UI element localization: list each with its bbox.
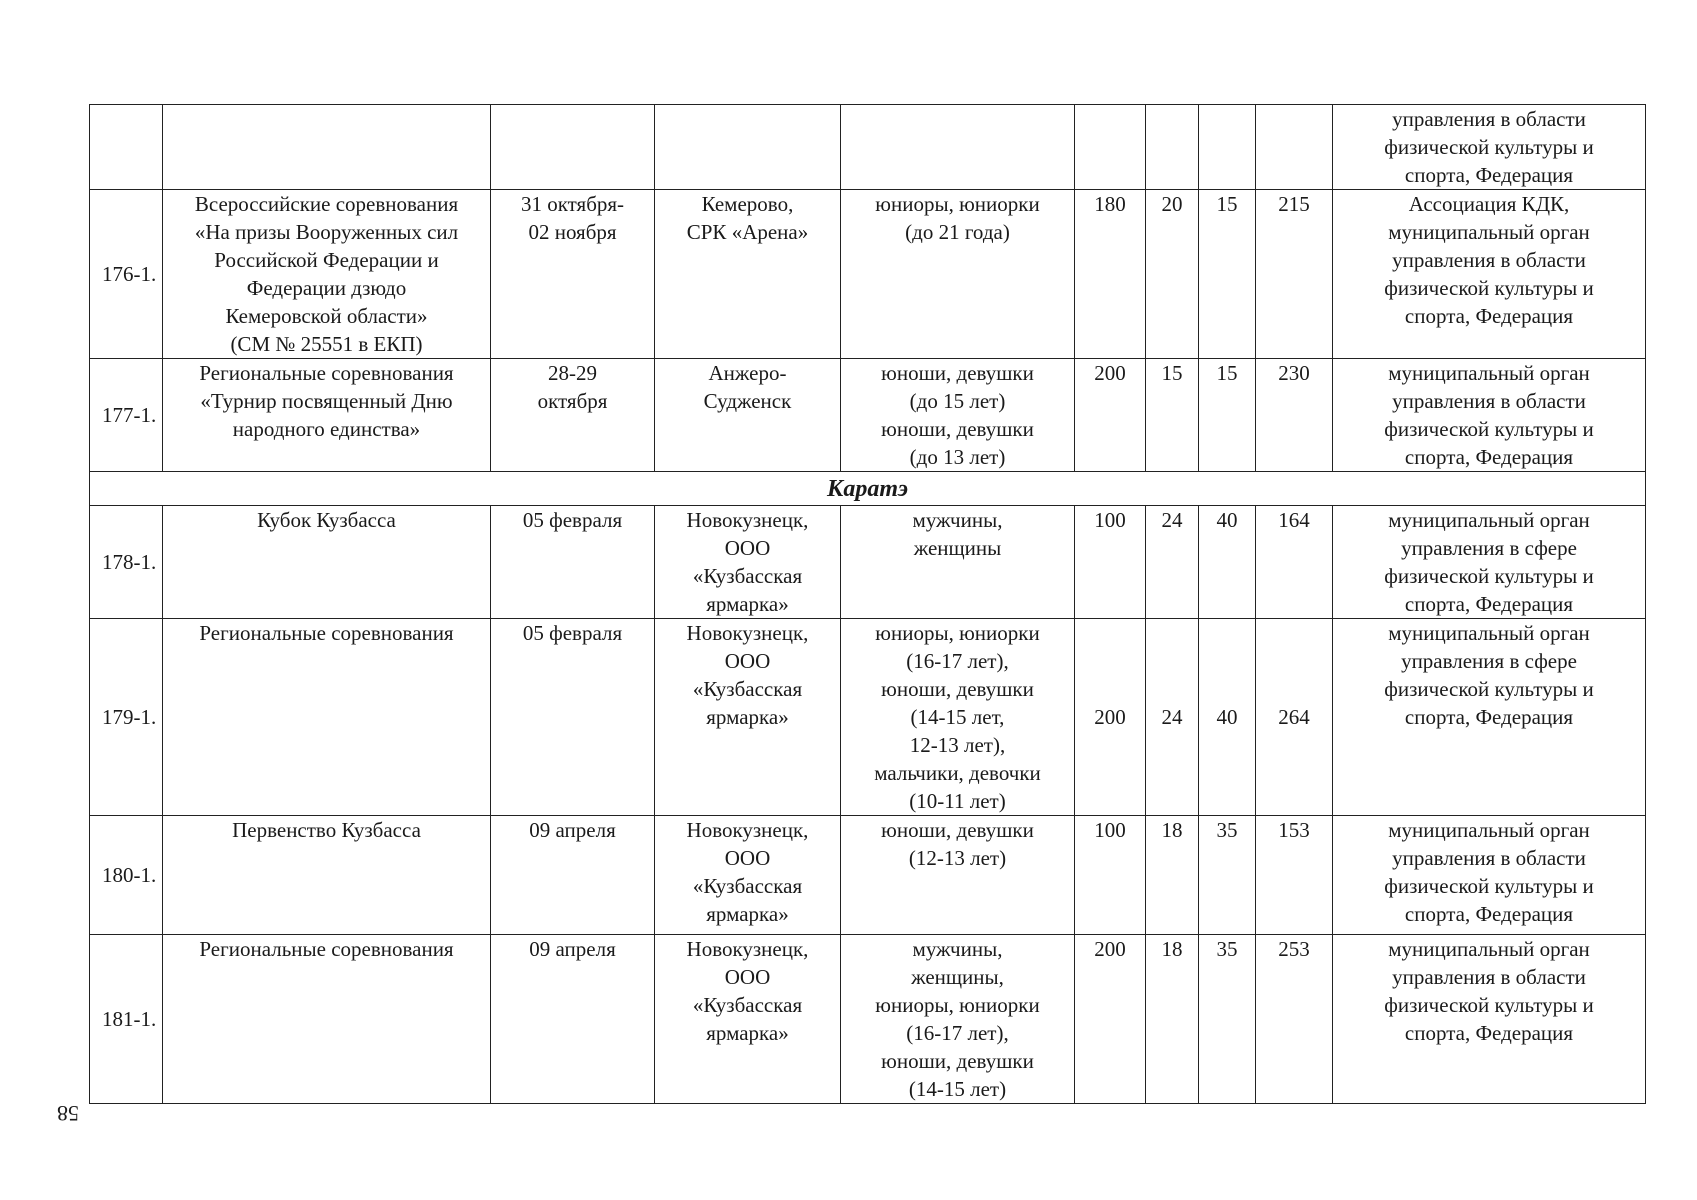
cell-total: 253 — [1256, 935, 1333, 1104]
cell-organizer: муниципальный орган управления в области физической культуры и спорта, Федерация — [1333, 359, 1646, 472]
cell-name — [163, 105, 491, 190]
cell-count-2: 24 — [1146, 619, 1199, 816]
cell-place: Новокузнецк, ООО «Кузбасская ярмарка» — [655, 935, 841, 1104]
cell-count-3: 40 — [1199, 506, 1256, 619]
table-row — [90, 619, 1646, 816]
cell-count-3 — [1199, 105, 1256, 190]
cell-count-3: 35 — [1199, 816, 1256, 935]
cell-count-3: 15 — [1199, 359, 1256, 472]
cell-total — [1256, 105, 1333, 190]
cell-participants — [841, 105, 1075, 190]
cell-name: Региональные соревнования — [163, 619, 491, 816]
cell-total: 215 — [1256, 190, 1333, 359]
cell-count-1: 200 — [1075, 935, 1146, 1104]
cell-count-2: 18 — [1146, 816, 1199, 935]
cell-count-2: 15 — [1146, 359, 1199, 472]
cell-number: 178-1. — [90, 506, 163, 619]
cell-count-1: 100 — [1075, 506, 1146, 619]
table-row — [90, 190, 1646, 359]
page-number: 58 — [57, 1101, 79, 1126]
cell-participants: юниоры, юниорки (до 21 года) — [841, 190, 1075, 359]
cell-number — [90, 105, 163, 190]
cell-participants: мужчины, женщины, юниоры, юниорки (16-17 лет), юноши, девушки (14-15 лет) — [841, 935, 1075, 1104]
cell-count-1: 200 — [1075, 619, 1146, 816]
section-title: Каратэ — [90, 472, 1646, 506]
cell-organizer: муниципальный орган управления в области физической культуры и спорта, Федерация — [1333, 935, 1646, 1104]
cell-place: Анжеро- Судженск — [655, 359, 841, 472]
cell-organizer: управления в области физической культуры и спорта, Федерация — [1333, 105, 1646, 190]
cell-date: 31 октября- 02 ноября — [491, 190, 655, 359]
cell-count-1: 180 — [1075, 190, 1146, 359]
continuation-row — [90, 105, 1646, 190]
cell-count-1: 200 — [1075, 359, 1146, 472]
cell-date — [491, 105, 655, 190]
cell-number: 177-1. — [90, 359, 163, 472]
cell-number: 176-1. — [90, 190, 163, 359]
cell-count-3: 40 — [1199, 619, 1256, 816]
cell-number: 180-1. — [90, 816, 163, 935]
cell-count-2 — [1146, 105, 1199, 190]
table-row — [90, 935, 1646, 1104]
cell-name: Региональные соревнования «Турнир посвященный Дню народного единства» — [163, 359, 491, 472]
cell-name: Региональные соревнования — [163, 935, 491, 1104]
cell-name: Кубок Кузбасса — [163, 506, 491, 619]
table-row — [90, 506, 1646, 619]
cell-count-2: 20 — [1146, 190, 1199, 359]
cell-place — [655, 105, 841, 190]
cell-date: 28-29 октября — [491, 359, 655, 472]
cell-count-3: 15 — [1199, 190, 1256, 359]
cell-organizer: муниципальный орган управления в области физической культуры и спорта, Федерация — [1333, 816, 1646, 935]
cell-count-1 — [1075, 105, 1146, 190]
cell-participants: юноши, девушки (до 15 лет) юноши, девушки (до 13 лет) — [841, 359, 1075, 472]
cell-count-2: 18 — [1146, 935, 1199, 1104]
cell-date: 09 апреля — [491, 935, 655, 1104]
cell-name: Всероссийские соревнования «На призы Вооруженных сил Российской Федерации и Федерации дзюдо Кемеровской области» (СМ № 25551 в ЕКП) — [163, 190, 491, 359]
cell-organizer: муниципальный орган управления в сфере физической культуры и спорта, Федерация — [1333, 619, 1646, 816]
cell-participants: юниоры, юниорки (16-17 лет), юноши, девушки (14-15 лет, 12-13 лет), мальчики, девочки (10-11 лет) — [841, 619, 1075, 816]
cell-total: 230 — [1256, 359, 1333, 472]
table-row — [90, 816, 1646, 935]
cell-organizer: Ассоциация КДК, муниципальный орган управления в области физической культуры и спорта, Федерация — [1333, 190, 1646, 359]
cell-number: 181-1. — [90, 935, 163, 1104]
cell-participants: мужчины, женщины — [841, 506, 1075, 619]
cell-count-2: 24 — [1146, 506, 1199, 619]
cell-place: Новокузнецк, ООО «Кузбасская ярмарка» — [655, 816, 841, 935]
cell-place: Новокузнецк, ООО «Кузбасская ярмарка» — [655, 619, 841, 816]
cell-date: 05 февраля — [491, 506, 655, 619]
cell-participants: юноши, девушки (12-13 лет) — [841, 816, 1075, 935]
cell-organizer: муниципальный орган управления в сфере физической культуры и спорта, Федерация — [1333, 506, 1646, 619]
events-table — [89, 104, 1646, 1104]
cell-count-3: 35 — [1199, 935, 1256, 1104]
cell-place: Новокузнецк, ООО «Кузбасская ярмарка» — [655, 506, 841, 619]
cell-date: 05 февраля — [491, 619, 655, 816]
cell-number: 179-1. — [90, 619, 163, 816]
cell-date: 09 апреля — [491, 816, 655, 935]
cell-name: Первенство Кузбасса — [163, 816, 491, 935]
cell-total: 153 — [1256, 816, 1333, 935]
cell-total: 264 — [1256, 619, 1333, 816]
cell-total: 164 — [1256, 506, 1333, 619]
cell-count-1: 100 — [1075, 816, 1146, 935]
section-row — [90, 472, 1646, 506]
cell-place: Кемерово, СРК «Арена» — [655, 190, 841, 359]
table-row — [90, 359, 1646, 472]
